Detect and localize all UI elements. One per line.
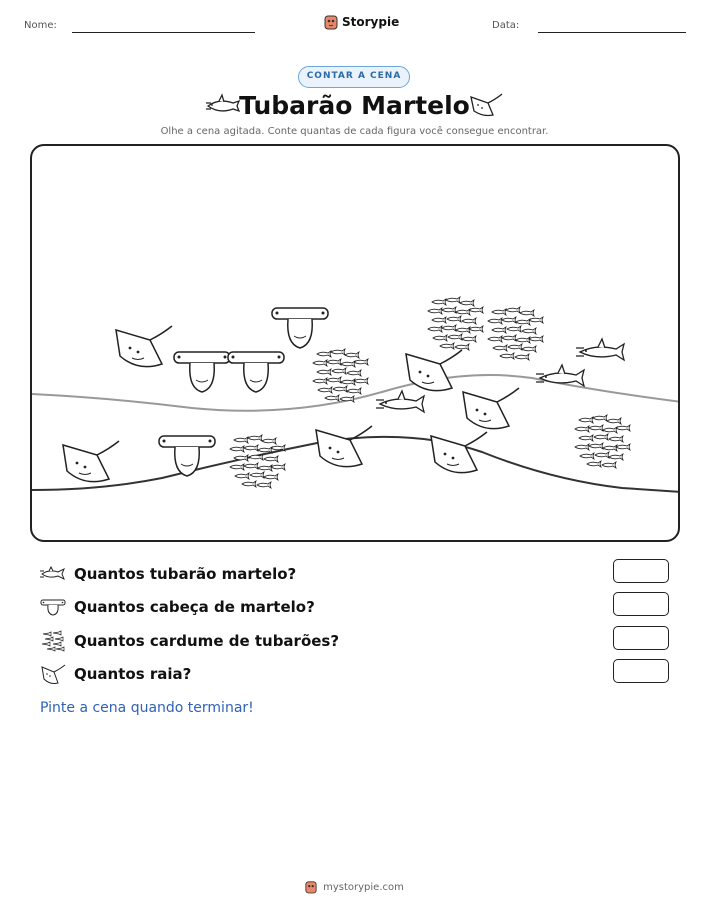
hammerhead-shark-icon	[40, 566, 66, 582]
name-label: Nome:	[24, 20, 57, 31]
stingray	[463, 388, 519, 429]
question-1	[40, 561, 296, 587]
question-text: Quantos cardume de tubarões?	[74, 632, 340, 650]
stingray-title-icon	[468, 91, 504, 119]
hammerhead-head	[228, 352, 284, 392]
scene-drawing	[32, 146, 680, 542]
date-label: Data:	[492, 20, 520, 31]
answer-box-2[interactable]	[613, 592, 669, 616]
shark-school	[230, 435, 285, 488]
date-field[interactable]	[538, 32, 686, 33]
hammerhead-shark	[536, 365, 584, 386]
counting-scene	[30, 144, 680, 542]
question-text: Quantos cabeça de martelo?	[74, 598, 315, 616]
brand-name: Storypie	[342, 15, 400, 29]
question-2	[40, 594, 315, 620]
stingray	[63, 441, 119, 482]
stingray	[116, 326, 172, 367]
question-text: Quantos raia?	[74, 665, 192, 683]
answer-box-3[interactable]	[613, 626, 669, 650]
shark-school	[488, 307, 543, 360]
storypie-mascot-icon	[324, 14, 338, 30]
question-4	[40, 661, 191, 687]
stingray-icon	[40, 663, 66, 685]
hammerhead-head	[159, 436, 215, 476]
stingray	[431, 432, 487, 473]
shark-school	[428, 297, 483, 350]
hammerhead-head	[174, 352, 230, 392]
footer	[0, 880, 709, 894]
footer-site: mystorypie.com	[323, 881, 404, 893]
brand-logo	[324, 14, 399, 30]
instructions: Olhe a cena agitada. Conte quantas de cada figura você consegue encontrar.	[160, 126, 549, 137]
coloring-note: Pinte a cena quando terminar!	[40, 700, 254, 716]
answer-box-1[interactable]	[613, 559, 669, 583]
storypie-mascot-icon	[305, 880, 317, 894]
activity-badge: CONTAR A CENA	[298, 66, 410, 88]
shark-school	[575, 415, 630, 468]
hammerhead-shark	[576, 339, 624, 360]
shark-school	[313, 349, 368, 402]
hammerhead-shark	[376, 391, 424, 412]
stingray	[316, 426, 372, 467]
name-field[interactable]	[72, 32, 255, 33]
hammerhead-head-icon	[40, 598, 66, 616]
page-title: Tubarão Martelo	[239, 91, 470, 120]
answer-box-4[interactable]	[613, 659, 669, 683]
hammerhead-head	[272, 308, 328, 348]
question-3	[40, 628, 339, 654]
shark-school-icon	[40, 630, 66, 652]
question-text: Quantos tubarão martelo?	[74, 565, 297, 583]
